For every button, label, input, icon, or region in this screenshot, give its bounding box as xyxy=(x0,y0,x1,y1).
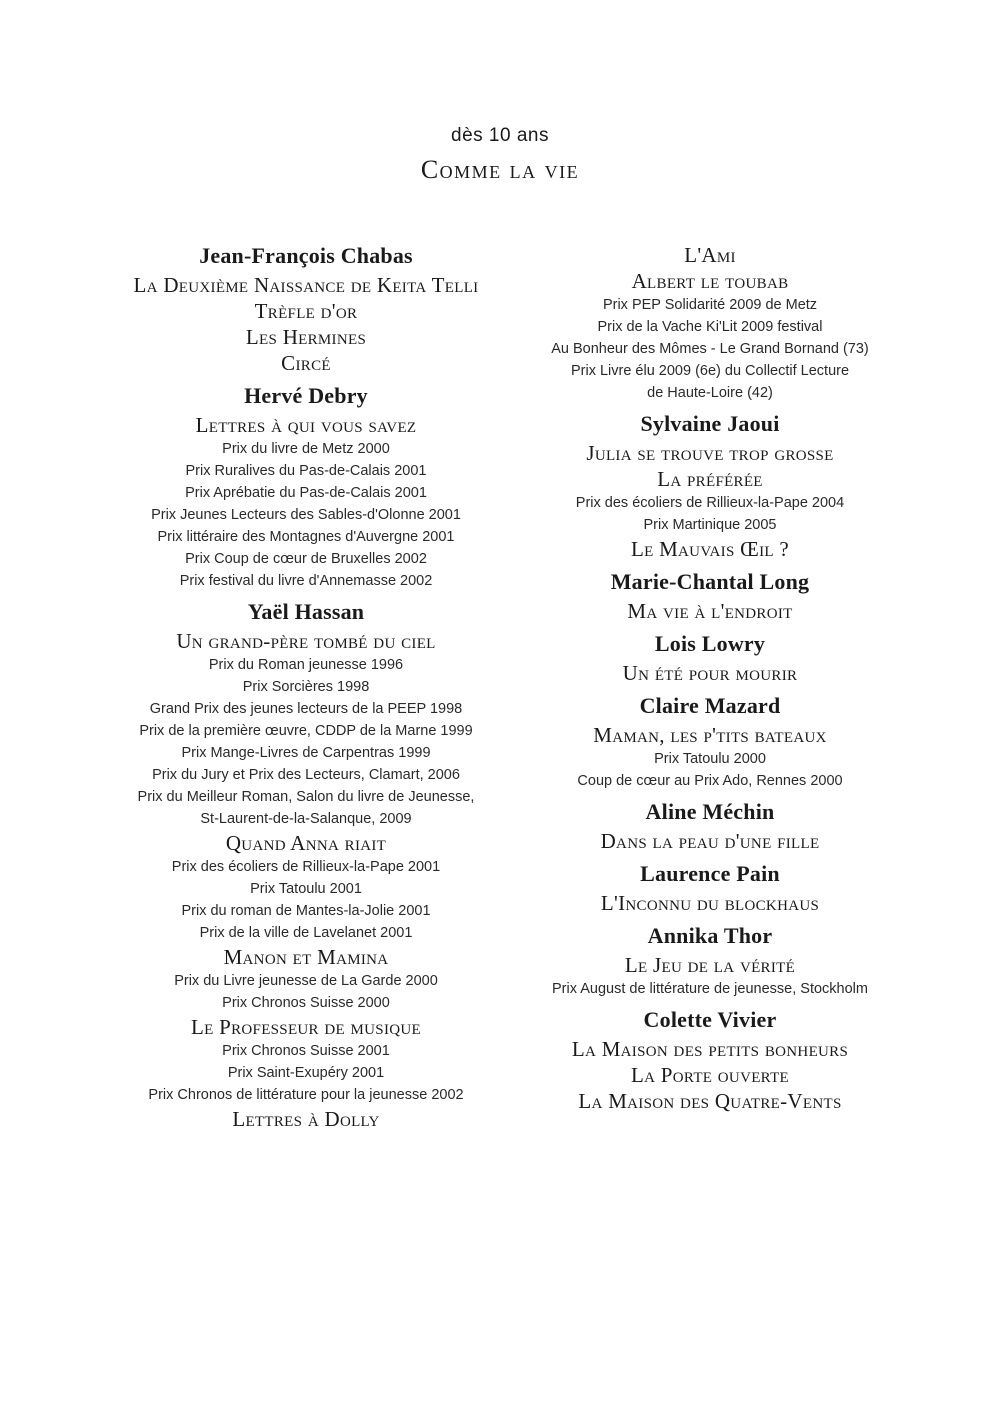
award-line: Prix du Roman jeunesse 1996 xyxy=(208,657,404,673)
right-column xyxy=(508,242,912,1120)
page-header xyxy=(0,122,1000,188)
collection-title: Comme la vie xyxy=(420,155,580,184)
award-line: Coup de cœur au Prix Ado, Rennes 2000 xyxy=(577,773,843,789)
author-name: Aline Méchin xyxy=(645,799,775,824)
book-title: Julia se trouve trop grosse xyxy=(586,441,834,465)
author-entry xyxy=(100,382,512,592)
book-title: Ma vie à l'endroit xyxy=(627,599,793,623)
award-line: Prix de la Vache Ki'Lit 2009 festival xyxy=(597,319,823,335)
award-line: Prix Martinique 2005 xyxy=(643,517,777,533)
author-entry xyxy=(508,860,912,916)
award-line: Prix Jeunes Lecteurs des Sables-d'Olonne 2001 xyxy=(151,507,461,523)
left-column xyxy=(100,242,512,1138)
award-line: Prix de la première œuvre, CDDP de la Marne 1999 xyxy=(139,723,473,739)
author-entry xyxy=(508,922,912,1000)
book-title: Circé xyxy=(281,351,331,375)
book-title: La Porte ouverte xyxy=(631,1063,789,1087)
author-name: Marie-Chantal Long xyxy=(610,569,810,594)
award-line: Prix PEP Solidarité 2009 de Metz xyxy=(602,297,818,313)
author-name: Laurence Pain xyxy=(640,861,780,886)
award-line: Prix Aprébatie du Pas-de-Calais 2001 xyxy=(185,485,427,501)
author-entry xyxy=(508,630,912,686)
book-title: Manon et Mamina xyxy=(223,945,389,969)
book-title: Albert le toubab xyxy=(631,269,789,293)
award-line: Prix du livre de Metz 2000 xyxy=(222,441,390,457)
award-line: Prix Ruralives du Pas-de-Calais 2001 xyxy=(185,463,427,479)
author-entry xyxy=(508,1006,912,1114)
book-title: Lettres à Dolly xyxy=(232,1107,380,1131)
award-line: Prix du Meilleur Roman, Salon du livre de Jeunesse, xyxy=(137,789,475,805)
book-title: Les Hermines xyxy=(245,325,367,349)
author-entry xyxy=(508,798,912,854)
award-line: Prix Chronos de littérature pour la jeunesse 2002 xyxy=(148,1087,464,1103)
author-name: Claire Mazard xyxy=(639,693,781,718)
book-title: Trèfle d'or xyxy=(254,299,358,323)
award-line: de Haute-Loire (42) xyxy=(647,385,773,401)
book-title: La Maison des petits bonheurs xyxy=(571,1037,849,1061)
award-line: Prix August de littérature de jeunesse, Stockholm xyxy=(552,981,868,997)
award-line: Prix Coup de cœur de Bruxelles 2002 xyxy=(185,551,427,567)
award-line: Prix Chronos Suisse 2000 xyxy=(222,995,390,1011)
author-name: Hervé Debry xyxy=(244,383,368,408)
author-name: Yaël Hassan xyxy=(247,599,365,624)
award-line: Prix Chronos Suisse 2001 xyxy=(222,1043,390,1059)
book-title: Maman, les p'tits bateaux xyxy=(593,723,827,747)
author-name: Jean-François Chabas xyxy=(199,243,413,268)
author-entry xyxy=(508,692,912,792)
author-name: Colette Vivier xyxy=(643,1007,777,1032)
award-line: Prix littéraire des Montagnes d'Auvergne 2001 xyxy=(157,529,455,545)
author-entry xyxy=(508,242,912,404)
award-line: Prix Sorcières 1998 xyxy=(242,679,370,695)
award-line: Prix des écoliers de Rillieux-la-Pape 2004 xyxy=(575,495,845,511)
book-title: L'Ami xyxy=(684,243,736,267)
book-title: Un grand-père tombé du ciel xyxy=(176,629,436,653)
author-name: Lois Lowry xyxy=(654,631,766,656)
book-title: Lettres à qui vous savez xyxy=(195,413,417,437)
award-line: Prix festival du livre d'Annemasse 2002 xyxy=(179,573,433,589)
book-title: La préférée xyxy=(657,467,763,491)
award-line: Prix Livre élu 2009 (6e) du Collectif Lecture xyxy=(570,363,850,379)
author-entry xyxy=(100,242,512,376)
award-line: Au Bonheur des Mômes - Le Grand Bornand (73) xyxy=(551,341,869,357)
author-entry xyxy=(508,568,912,624)
award-line: Prix du Jury et Prix des Lecteurs, Clamart, 2006 xyxy=(152,767,460,783)
book-title: Le Jeu de la vérité xyxy=(624,953,796,977)
award-line: Prix des écoliers de Rillieux-la-Pape 2001 xyxy=(171,859,441,875)
book-title: L'Inconnu du blockhaus xyxy=(600,891,820,915)
book-title: Quand Anna riait xyxy=(225,831,387,855)
award-line: Prix du Livre jeunesse de La Garde 2000 xyxy=(174,973,438,989)
author-name: Annika Thor xyxy=(647,923,773,948)
award-line: St-Laurent-de-la-Salanque, 2009 xyxy=(200,811,412,827)
book-title: Le Professeur de musique xyxy=(191,1015,421,1039)
award-line: Prix Mange-Livres de Carpentras 1999 xyxy=(181,745,431,761)
book-title: Le Mauvais Œil ? xyxy=(630,537,790,561)
author-name: Sylvaine Jaoui xyxy=(640,411,780,436)
author-entry xyxy=(508,410,912,562)
author-entry xyxy=(100,598,512,1132)
book-title: La Maison des Quatre-Vents xyxy=(578,1089,842,1113)
book-title: La Deuxième Naissance de Keita Telli xyxy=(133,273,479,297)
award-line: Prix du roman de Mantes-la-Jolie 2001 xyxy=(181,903,431,919)
award-line: Prix Tatoulu 2001 xyxy=(250,881,362,897)
award-line: Prix Tatoulu 2000 xyxy=(654,751,766,767)
book-title: Dans la peau d'une fille xyxy=(600,829,820,853)
award-line: Prix de la ville de Lavelanet 2001 xyxy=(199,925,413,941)
award-line: Prix Saint-Exupéry 2001 xyxy=(227,1065,385,1081)
award-line: Grand Prix des jeunes lecteurs de la PEEP 1998 xyxy=(149,701,463,717)
age-label: dès 10 ans xyxy=(451,125,549,146)
book-title: Un été pour mourir xyxy=(622,661,798,685)
